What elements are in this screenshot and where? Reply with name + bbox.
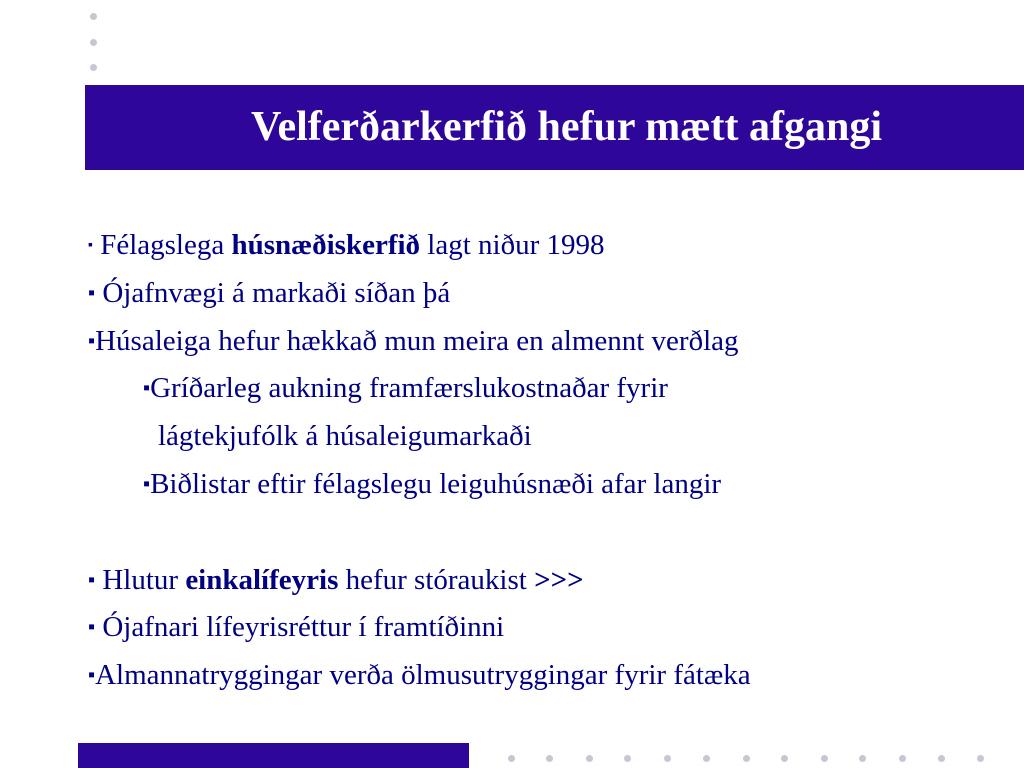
decor-dot xyxy=(938,755,945,762)
line-text: Almannatryggingar verða ölmusutryggingar fyrir fátæka xyxy=(95,659,751,692)
line-text: Biðlistar eftir félagslegu leiguhúsnæði afar langir xyxy=(150,467,722,500)
decor-dot xyxy=(546,755,553,762)
slide-body xyxy=(88,222,1018,700)
bullet-line xyxy=(88,604,1018,652)
decor-dot xyxy=(859,755,866,762)
decor-dot xyxy=(781,755,788,762)
decor-dot xyxy=(624,755,631,762)
bullet-icon: ▪ xyxy=(88,281,96,304)
bullet-icon: ▪ xyxy=(143,377,151,400)
line-text: Hlutur xyxy=(102,563,186,596)
line-bold-text: húsnæðiskerfið xyxy=(231,229,421,261)
decor-dot xyxy=(586,755,593,762)
decor-dot xyxy=(899,755,906,762)
decor-dot xyxy=(743,755,750,762)
bullet-icon: ▪ xyxy=(88,329,96,352)
decor-dot xyxy=(703,755,710,762)
line-text: Ójafnari lífeyrisréttur í framtíðinni xyxy=(102,611,505,644)
line-text: lagt niður 1998 xyxy=(420,229,605,261)
decor-dot xyxy=(821,755,828,762)
bullet-line xyxy=(88,318,1018,366)
decor-dot xyxy=(508,755,515,762)
decor-dot xyxy=(977,755,984,762)
line-text: lágtekjufólk á húsaleigumarkaði xyxy=(158,420,532,453)
bullet-line xyxy=(88,557,1018,605)
bullet-line xyxy=(88,652,1018,700)
sub-bullet-line xyxy=(88,365,1018,413)
decor-dot xyxy=(90,64,97,71)
line-text: Félagslega xyxy=(100,229,232,261)
spacer xyxy=(88,509,1018,557)
bullet-icon: ▪ xyxy=(88,616,96,639)
bullet-icon: ▪ xyxy=(88,568,96,591)
more-arrows: >>> xyxy=(534,563,584,596)
decor-dot xyxy=(90,39,97,46)
bullet-icon: ▪ xyxy=(88,664,96,687)
decor-dot xyxy=(90,13,97,20)
sub-bullet-continuation xyxy=(88,413,1018,461)
line-text: Ójafnvægi á markaði síðan þá xyxy=(102,276,451,309)
line-text: Húsaleiga hefur hækkað mun meira en almennt verðlag xyxy=(95,324,739,357)
bullet-icon: ▪ xyxy=(88,238,93,253)
footer-bar xyxy=(78,743,469,768)
line-text: Gríðarleg aukning framfærslukostnaðar fyrir xyxy=(150,372,668,405)
bullet-line xyxy=(88,270,1018,318)
line-text: hefur stóraukist xyxy=(338,563,535,596)
decor-dot xyxy=(664,755,671,762)
sub-bullet-line xyxy=(88,461,1018,509)
line-bold-text: einkalífeyris xyxy=(185,563,339,596)
bullet-line xyxy=(88,222,1018,270)
bullet-icon: ▪ xyxy=(143,472,151,495)
title-bar xyxy=(85,85,1024,170)
slide-title: Velferðarkerfið hefur mætt afgangi xyxy=(250,104,883,150)
